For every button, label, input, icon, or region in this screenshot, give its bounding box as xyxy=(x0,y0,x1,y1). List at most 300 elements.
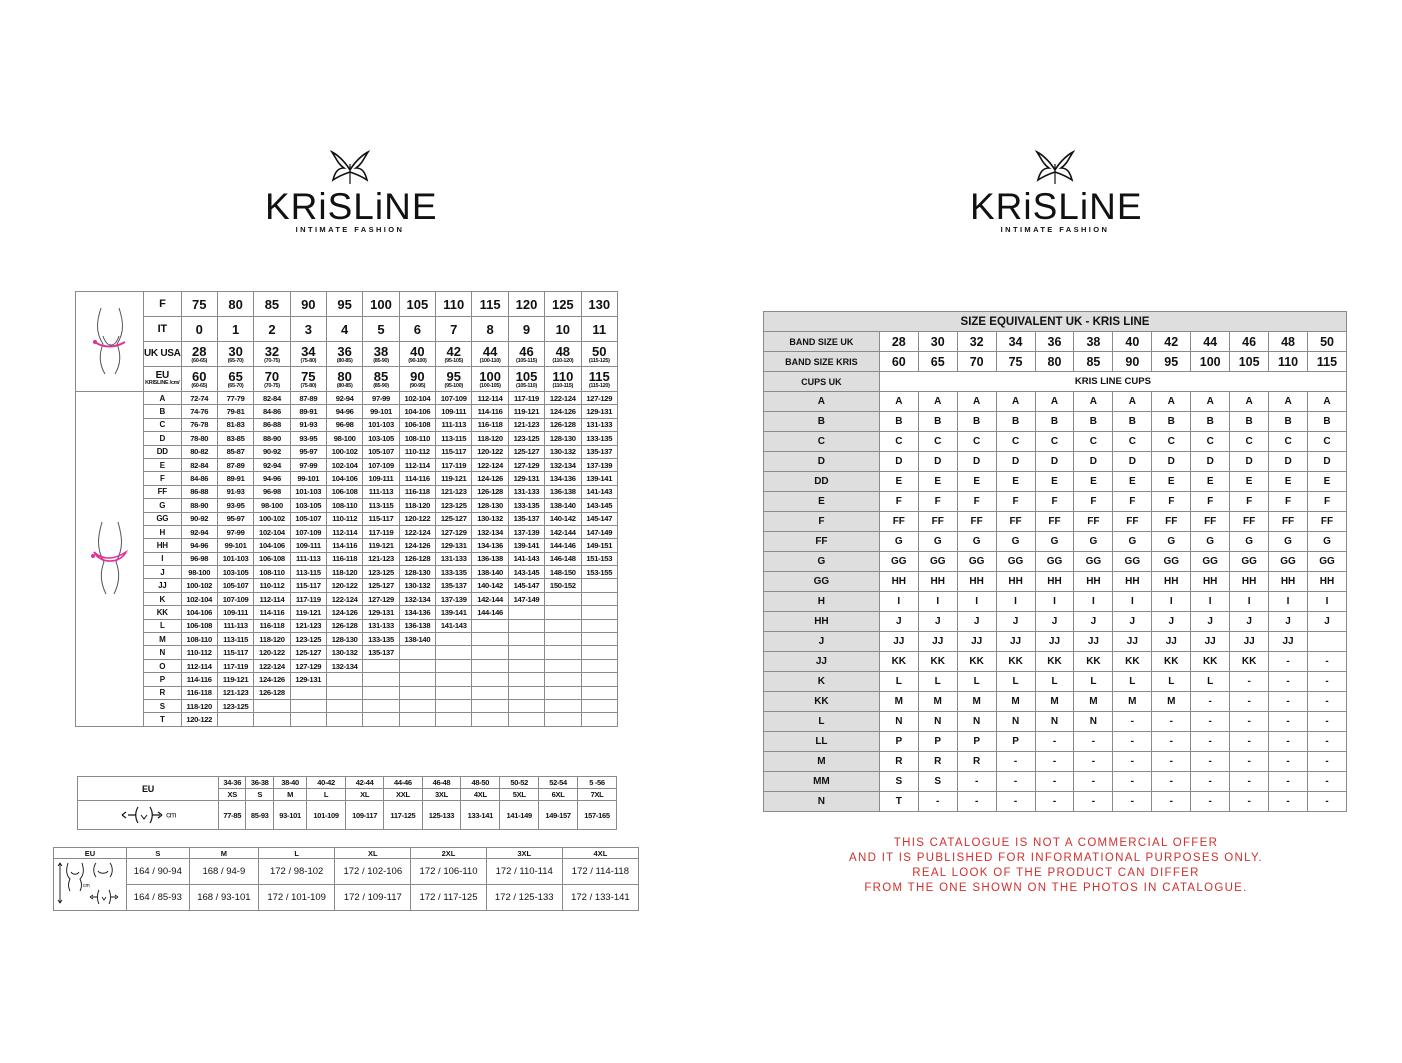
bust-range-cell: 142-144 xyxy=(472,592,508,605)
bust-range-cell: 122-124 xyxy=(326,592,362,605)
kris-cup-cell: - xyxy=(1035,792,1074,812)
bust-range-cell: 136-138 xyxy=(399,619,435,632)
letter-size-cell: 4XL xyxy=(461,789,500,801)
bust-range-cell: 124-126 xyxy=(399,539,435,552)
kris-cup-cell: T xyxy=(879,792,918,812)
band-size-value: 40 xyxy=(410,343,425,359)
height-bust-cell: 168 / 94-9 xyxy=(189,859,258,885)
kris-cup-cell: FF xyxy=(996,512,1035,532)
kris-cup-cell: FF xyxy=(1152,512,1191,532)
bust-range-cell: 84-86 xyxy=(254,405,290,418)
bust-range-cell: 127-129 xyxy=(290,659,326,672)
kris-cup-cell: D xyxy=(957,452,996,472)
band-size-value: 44 xyxy=(482,343,498,359)
kris-cup-cell: C xyxy=(957,432,996,452)
kris-cup-cell: - xyxy=(957,772,996,792)
band-size-range: (95-100) xyxy=(444,382,463,389)
band-size-cell xyxy=(581,367,618,392)
bust-range-cell: 135-137 xyxy=(363,646,399,659)
kris-cup-cell: C xyxy=(1191,432,1230,452)
bust-range-cell: 126-128 xyxy=(545,418,581,431)
bust-range-cell: 124-126 xyxy=(472,472,508,485)
bust-range-cell: 97-99 xyxy=(290,458,326,471)
kris-cup-cell: FF xyxy=(918,512,957,532)
kris-cup-cell: F xyxy=(1230,492,1269,512)
bust-range-cell: 92-94 xyxy=(254,458,290,471)
band-size-cell xyxy=(254,367,290,392)
bust-range-cell: 74-76 xyxy=(181,405,217,418)
bust-range-cell: 140-142 xyxy=(472,579,508,592)
bust-range-cell: 105-107 xyxy=(217,579,253,592)
row-label: BAND SIZE UK xyxy=(764,332,880,352)
uk-cup-label: B xyxy=(764,412,880,432)
bust-range-cell: 135-137 xyxy=(436,579,472,592)
bust-range-cell: 153-155 xyxy=(581,566,618,579)
kris-cup-cell: - xyxy=(1191,752,1230,772)
bust-range-cell xyxy=(545,713,581,726)
band-size-range: (60-65) xyxy=(191,382,208,389)
kris-cup-cell: KK xyxy=(996,652,1035,672)
bust-range-cell: 139-141 xyxy=(581,472,618,485)
cup-label: L xyxy=(144,619,182,632)
band-size-cell: 65 xyxy=(918,352,957,372)
uk-cup-label: HH xyxy=(764,612,880,632)
kris-cup-cell: - xyxy=(1113,732,1152,752)
kris-cup-cell: D xyxy=(1269,452,1308,472)
bust-range-cell xyxy=(472,673,508,686)
bust-range-cell: 93-95 xyxy=(217,499,253,512)
bust-range-cell xyxy=(545,659,581,672)
bust-range-cell: 123-125 xyxy=(217,699,253,712)
bust-range-cell xyxy=(508,646,544,659)
bust-range-cell: 108-110 xyxy=(254,566,290,579)
band-size-cell xyxy=(545,317,581,342)
kris-cup-cell: - xyxy=(1230,692,1269,712)
cup-label: GG xyxy=(144,512,182,525)
kris-cup-cell: A xyxy=(1113,392,1152,412)
kris-cup-cell: F xyxy=(957,492,996,512)
kris-cup-cell: F xyxy=(879,492,918,512)
kris-cup-cell: I xyxy=(1113,592,1152,612)
kris-cup-cell: G xyxy=(1113,532,1152,552)
letter-size-cell: S xyxy=(246,789,273,801)
bust-range-cell: 121-123 xyxy=(363,552,399,565)
kris-cup-cell: P xyxy=(957,732,996,752)
letter-size-cell: 5XL xyxy=(500,789,539,801)
brand-tagline: INTIMATE FASHION xyxy=(295,225,405,234)
hip-cm-cell: 101-109 xyxy=(307,801,346,830)
band-size-cell xyxy=(436,292,472,317)
bust-range-cell: 143-145 xyxy=(581,499,618,512)
band-size-range: (70-75) xyxy=(264,382,280,389)
kris-cup-cell: FF xyxy=(1308,512,1347,532)
band-size-value: 28 xyxy=(191,343,207,359)
kris-cup-cell: - xyxy=(1074,732,1113,752)
bust-range-cell: 129-131 xyxy=(290,673,326,686)
bust-range-cell: 87-89 xyxy=(290,392,326,405)
kris-cup-cell: E xyxy=(918,472,957,492)
band-size-cell xyxy=(399,292,435,317)
kris-cup-cell: GG xyxy=(1308,552,1347,572)
letter-size-cell: XL xyxy=(346,789,384,801)
bust-range-cell: 122-124 xyxy=(472,458,508,471)
kris-cup-cell: F xyxy=(996,492,1035,512)
cup-label: M xyxy=(144,633,182,646)
bust-range-cell: 141-143 xyxy=(581,485,618,498)
kris-cup-cell: I xyxy=(1269,592,1308,612)
bust-range-cell xyxy=(545,699,581,712)
eu-size-cell: 34-36 xyxy=(219,777,246,789)
kris-cup-cell: FF xyxy=(1113,512,1152,532)
band-size-value: 115 xyxy=(479,296,501,312)
eu-size-cell: 40-42 xyxy=(307,777,346,789)
uk-cup-label: J xyxy=(764,632,880,652)
bust-range-cell: 114-116 xyxy=(181,673,217,686)
eu-label: EU xyxy=(78,777,219,801)
band-size-cell: 60 xyxy=(879,352,918,372)
band-size-cell: 32 xyxy=(957,332,996,352)
bust-range-cell: 117-119 xyxy=(436,458,472,471)
kris-cup-cell: - xyxy=(1074,752,1113,772)
band-size-value: 95 xyxy=(446,368,461,384)
band-size-range: (105-115) xyxy=(516,357,537,364)
butterfly-logo-icon xyxy=(1035,150,1075,188)
bust-range-cell: 106-108 xyxy=(399,418,435,431)
bust-range-cell xyxy=(545,606,581,619)
bust-range-cell: 102-104 xyxy=(254,525,290,538)
band-size-value: 32 xyxy=(264,343,280,359)
bust-range-cell: 117-119 xyxy=(290,592,326,605)
band-size-range: (100-110) xyxy=(479,357,501,364)
bust-range-cell: 125-127 xyxy=(508,445,544,458)
hip-cm-cell: 125-133 xyxy=(422,801,461,830)
band-size-cell xyxy=(217,367,253,392)
band-size-cell xyxy=(472,292,508,317)
bust-range-cell xyxy=(326,686,362,699)
kris-cup-cell: E xyxy=(879,472,918,492)
bust-range-cell: 148-150 xyxy=(545,566,581,579)
bust-range-cell: 127-129 xyxy=(508,458,544,471)
bust-range-cell: 151-153 xyxy=(581,552,618,565)
band-size-cell xyxy=(290,317,326,342)
band-size-value: 115 xyxy=(588,368,610,384)
bust-range-cell: 114-116 xyxy=(472,405,508,418)
kris-cup-cell: FF xyxy=(957,512,996,532)
kris-cup-cell: FF xyxy=(879,512,918,532)
kris-cup-cell: B xyxy=(879,412,918,432)
band-size-cell xyxy=(217,292,253,317)
band-size-cell: 44 xyxy=(1191,332,1230,352)
kris-cup-cell: M xyxy=(957,692,996,712)
kris-cup-cell: J xyxy=(1191,612,1230,632)
kris-cup-cell: D xyxy=(1230,452,1269,472)
band-size-cell xyxy=(363,367,399,392)
kris-cup-cell: GG xyxy=(1230,552,1269,572)
kris-cup-cell: A xyxy=(918,392,957,412)
bust-range-cell: 129-131 xyxy=(508,472,544,485)
kris-cup-cell: HH xyxy=(1308,572,1347,592)
bust-range-cell: 111-113 xyxy=(436,418,472,431)
bust-range-cell xyxy=(363,713,399,726)
bust-range-cell: 136-138 xyxy=(472,552,508,565)
bust-range-cell xyxy=(217,713,253,726)
kris-cup-cell: - xyxy=(1230,732,1269,752)
bust-range-cell: 118-120 xyxy=(326,566,362,579)
bust-range-cell: 108-110 xyxy=(181,633,217,646)
band-size-cell: 90 xyxy=(1113,352,1152,372)
bust-range-cell: 134-136 xyxy=(545,472,581,485)
bust-range-cell xyxy=(581,619,618,632)
bust-range-cell: 113-115 xyxy=(363,499,399,512)
letter-size-cell: L xyxy=(307,789,346,801)
kris-cup-cell: - xyxy=(1269,752,1308,772)
kris-cup-cell: E xyxy=(957,472,996,492)
kris-cup-cell: C xyxy=(1269,432,1308,452)
kris-cup-cell: L xyxy=(1152,672,1191,692)
kris-cup-cell: - xyxy=(1035,752,1074,772)
row-label: BAND SIZE KRIS xyxy=(764,352,880,372)
kris-cup-cell: M xyxy=(1113,692,1152,712)
kris-cup-cell: I xyxy=(1308,592,1347,612)
kris-cup-cell: HH xyxy=(1191,572,1230,592)
bust-range-cell: 106-108 xyxy=(254,552,290,565)
bust-range-cell xyxy=(508,699,544,712)
bust-range-cell xyxy=(545,592,581,605)
kris-cup-cell: - xyxy=(1074,792,1113,812)
bust-range-cell: 150-152 xyxy=(545,579,581,592)
bust-range-cell: 104-106 xyxy=(326,472,362,485)
kris-cup-cell: - xyxy=(1191,772,1230,792)
kris-cup-cell: G xyxy=(1308,532,1347,552)
kris-cup-cell: R xyxy=(918,752,957,772)
bust-range-cell: 140-142 xyxy=(545,512,581,525)
bust-range-cell xyxy=(581,713,618,726)
band-size-cell xyxy=(326,367,362,392)
height-hip-cell: 164 / 85-93 xyxy=(127,885,190,911)
kris-cup-cell: C xyxy=(879,432,918,452)
band-size-value: 3 xyxy=(304,321,312,337)
band-size-range: (115-120) xyxy=(588,382,610,389)
kris-cup-cell: GG xyxy=(1035,552,1074,572)
band-size-value: 125 xyxy=(551,296,574,312)
hip-cm-cell: 85-93 xyxy=(246,801,273,830)
kris-cup-cell: G xyxy=(1152,532,1191,552)
bust-range-cell xyxy=(436,633,472,646)
bust-range-cell: 122-124 xyxy=(399,525,435,538)
bust-range-cell: 98-100 xyxy=(181,566,217,579)
band-size-cell xyxy=(181,292,217,317)
kris-cup-cell: M xyxy=(1074,692,1113,712)
kris-cup-cell: KK xyxy=(1191,652,1230,672)
bust-range-cell: 117-119 xyxy=(363,525,399,538)
bust-range-cell: 120-122 xyxy=(326,579,362,592)
kris-cup-cell: J xyxy=(996,612,1035,632)
bust-range-cell: 101-103 xyxy=(363,418,399,431)
kris-cup-cell: D xyxy=(996,452,1035,472)
bust-range-cell: 86-88 xyxy=(254,418,290,431)
disclaimer-line: REAL LOOK OF THE PRODUCT CAN DIFFER xyxy=(912,867,1200,879)
kris-cup-cell: B xyxy=(918,412,957,432)
kris-cup-cell: F xyxy=(1074,492,1113,512)
bust-range-cell: 145-147 xyxy=(508,579,544,592)
band-size-cell: 28 xyxy=(879,332,918,352)
cup-label: A xyxy=(144,392,182,405)
kris-cup-cell: GG xyxy=(1269,552,1308,572)
bust-range-cell xyxy=(508,606,544,619)
band-size-value: 8 xyxy=(486,321,494,337)
kris-cup-cell: - xyxy=(1269,732,1308,752)
kris-cup-cell: - xyxy=(1152,712,1191,732)
bust-range-cell: 81-83 xyxy=(217,418,253,431)
uk-cup-label: N xyxy=(764,792,880,812)
bust-range-cell: 115-117 xyxy=(290,579,326,592)
band-size-value: 5 xyxy=(377,321,385,337)
kris-cup-cell: G xyxy=(1035,532,1074,552)
size-system-label-text: EU xyxy=(155,370,169,382)
kris-cup-cell: JJ xyxy=(1230,632,1269,652)
bust-range-cell xyxy=(581,686,618,699)
band-size-value: 85 xyxy=(264,296,280,312)
kris-cup-cell: L xyxy=(918,672,957,692)
bust-range-cell xyxy=(581,633,618,646)
bust-range-cell: 115-117 xyxy=(436,445,472,458)
bust-range-cell xyxy=(508,713,544,726)
kris-cup-cell: C xyxy=(1113,432,1152,452)
kris-cup-cell: JJ xyxy=(1191,632,1230,652)
band-size-range: (60-65) xyxy=(191,357,208,364)
cup-label: F xyxy=(144,472,182,485)
kris-cup-cell: - xyxy=(1269,712,1308,732)
bust-range-cell: 132-134 xyxy=(472,525,508,538)
bust-figure-icon xyxy=(85,304,135,378)
bust-range-cell: 144-146 xyxy=(545,539,581,552)
kris-cup-cell: N xyxy=(1035,712,1074,732)
bust-range-cell: 135-137 xyxy=(508,512,544,525)
bust-range-cell: 128-130 xyxy=(399,566,435,579)
kris-cup-cell: B xyxy=(1230,412,1269,432)
bust-range-cell: 116-118 xyxy=(254,619,290,632)
band-size-range: (75-80) xyxy=(300,357,317,364)
band-size-cell xyxy=(217,317,253,342)
kris-cup-cell: - xyxy=(1308,732,1347,752)
band-size-cell: 34 xyxy=(996,332,1035,352)
kris-cup-cell: C xyxy=(1035,432,1074,452)
kris-cup-cell: - xyxy=(1152,732,1191,752)
band-size-value: 65 xyxy=(228,368,243,384)
kris-cup-cell: JJ xyxy=(1074,632,1113,652)
band-size-cell: 70 xyxy=(957,352,996,372)
bust-range-cell: 94-96 xyxy=(254,472,290,485)
bust-range-cell xyxy=(399,659,435,672)
bust-range-cell xyxy=(472,619,508,632)
kris-cup-cell: D xyxy=(1035,452,1074,472)
bust-range-cell: 120-122 xyxy=(181,713,217,726)
bust-range-cell: 83-85 xyxy=(217,432,253,445)
kris-cup-cell: - xyxy=(1308,752,1347,772)
band-size-range: (110-120) xyxy=(552,357,574,364)
bust-range-cell: 133-135 xyxy=(436,566,472,579)
band-size-value: 105 xyxy=(515,368,538,384)
kris-cup-cell: - xyxy=(1035,732,1074,752)
uk-cup-label: M xyxy=(764,752,880,772)
bust-range-cell: 123-125 xyxy=(363,566,399,579)
kris-cup-cell: B xyxy=(1113,412,1152,432)
bust-range-cell xyxy=(581,699,618,712)
height-hip-cell: 172 / 125-133 xyxy=(486,885,562,911)
band-size-range: (110-115) xyxy=(552,382,574,389)
bust-range-cell: 98-100 xyxy=(326,432,362,445)
kris-cup-cell: J xyxy=(918,612,957,632)
bust-range-cell: 102-104 xyxy=(399,392,435,405)
kris-cup-cell: E xyxy=(1035,472,1074,492)
bust-range-cell: 137-139 xyxy=(508,525,544,538)
bust-range-cell: 92-94 xyxy=(181,525,217,538)
bust-range-cell xyxy=(545,686,581,699)
kris-cup-cell: - xyxy=(1191,712,1230,732)
size-equivalent-table xyxy=(763,311,1347,812)
bust-range-cell xyxy=(545,673,581,686)
bust-range-cell xyxy=(326,673,362,686)
bust-range-cell: 129-131 xyxy=(363,606,399,619)
cup-label: HH xyxy=(144,539,182,552)
kris-cup-cell: - xyxy=(1191,732,1230,752)
row-label: CUPS UK xyxy=(764,372,880,392)
cup-label: D xyxy=(144,432,182,445)
band-size-cell: 30 xyxy=(918,332,957,352)
band-size-cell xyxy=(508,317,544,342)
band-size-value: 85 xyxy=(373,368,389,384)
bust-range-cell: 88-90 xyxy=(254,432,290,445)
bust-range-cell: 99-101 xyxy=(363,405,399,418)
uk-cup-label: KK xyxy=(764,692,880,712)
kris-cup-cell: J xyxy=(1113,612,1152,632)
kris-cup-cell: N xyxy=(957,712,996,732)
kris-cup-cell: B xyxy=(1074,412,1113,432)
cup-label: K xyxy=(144,592,182,605)
bust-range-cell xyxy=(399,713,435,726)
bust-range-cell: 133-135 xyxy=(508,499,544,512)
kris-cup-cell: FF xyxy=(1230,512,1269,532)
band-size-cell xyxy=(472,317,508,342)
kris-cup-cell: J xyxy=(1269,612,1308,632)
eu-hip-size-table xyxy=(77,776,617,830)
bust-range-cell: 130-132 xyxy=(472,512,508,525)
kris-cup-cell: P xyxy=(996,732,1035,752)
bust-range-cell: 107-109 xyxy=(290,525,326,538)
band-size-cell xyxy=(545,292,581,317)
kris-cup-cell: R xyxy=(879,752,918,772)
bust-range-cell: 77-79 xyxy=(217,392,253,405)
bust-range-cell: 87-89 xyxy=(217,458,253,471)
bust-range-cell xyxy=(363,659,399,672)
size-header: XL xyxy=(335,848,411,859)
bust-range-cell: 134-136 xyxy=(472,539,508,552)
bust-range-cell: 124-126 xyxy=(545,405,581,418)
disclaimer-line: AND IT IS PUBLISHED FOR INFORMATIONAL PURPOSES ONLY. xyxy=(849,852,1263,864)
kris-cup-cell: L xyxy=(1113,672,1152,692)
kris-cup-cell: L xyxy=(1035,672,1074,692)
bust-range-cell: 107-109 xyxy=(363,458,399,471)
bust-range-cell: 131-133 xyxy=(436,552,472,565)
bust-range-cell: 123-125 xyxy=(508,432,544,445)
kris-cup-cell: A xyxy=(1308,392,1347,412)
band-size-cell xyxy=(326,317,362,342)
kris-cup-cell: I xyxy=(1191,592,1230,612)
bust-range-cell: 133-135 xyxy=(581,432,618,445)
kris-cup-cell: - xyxy=(957,792,996,812)
kris-cup-cell: D xyxy=(1191,452,1230,472)
kris-cup-cell: C xyxy=(918,432,957,452)
